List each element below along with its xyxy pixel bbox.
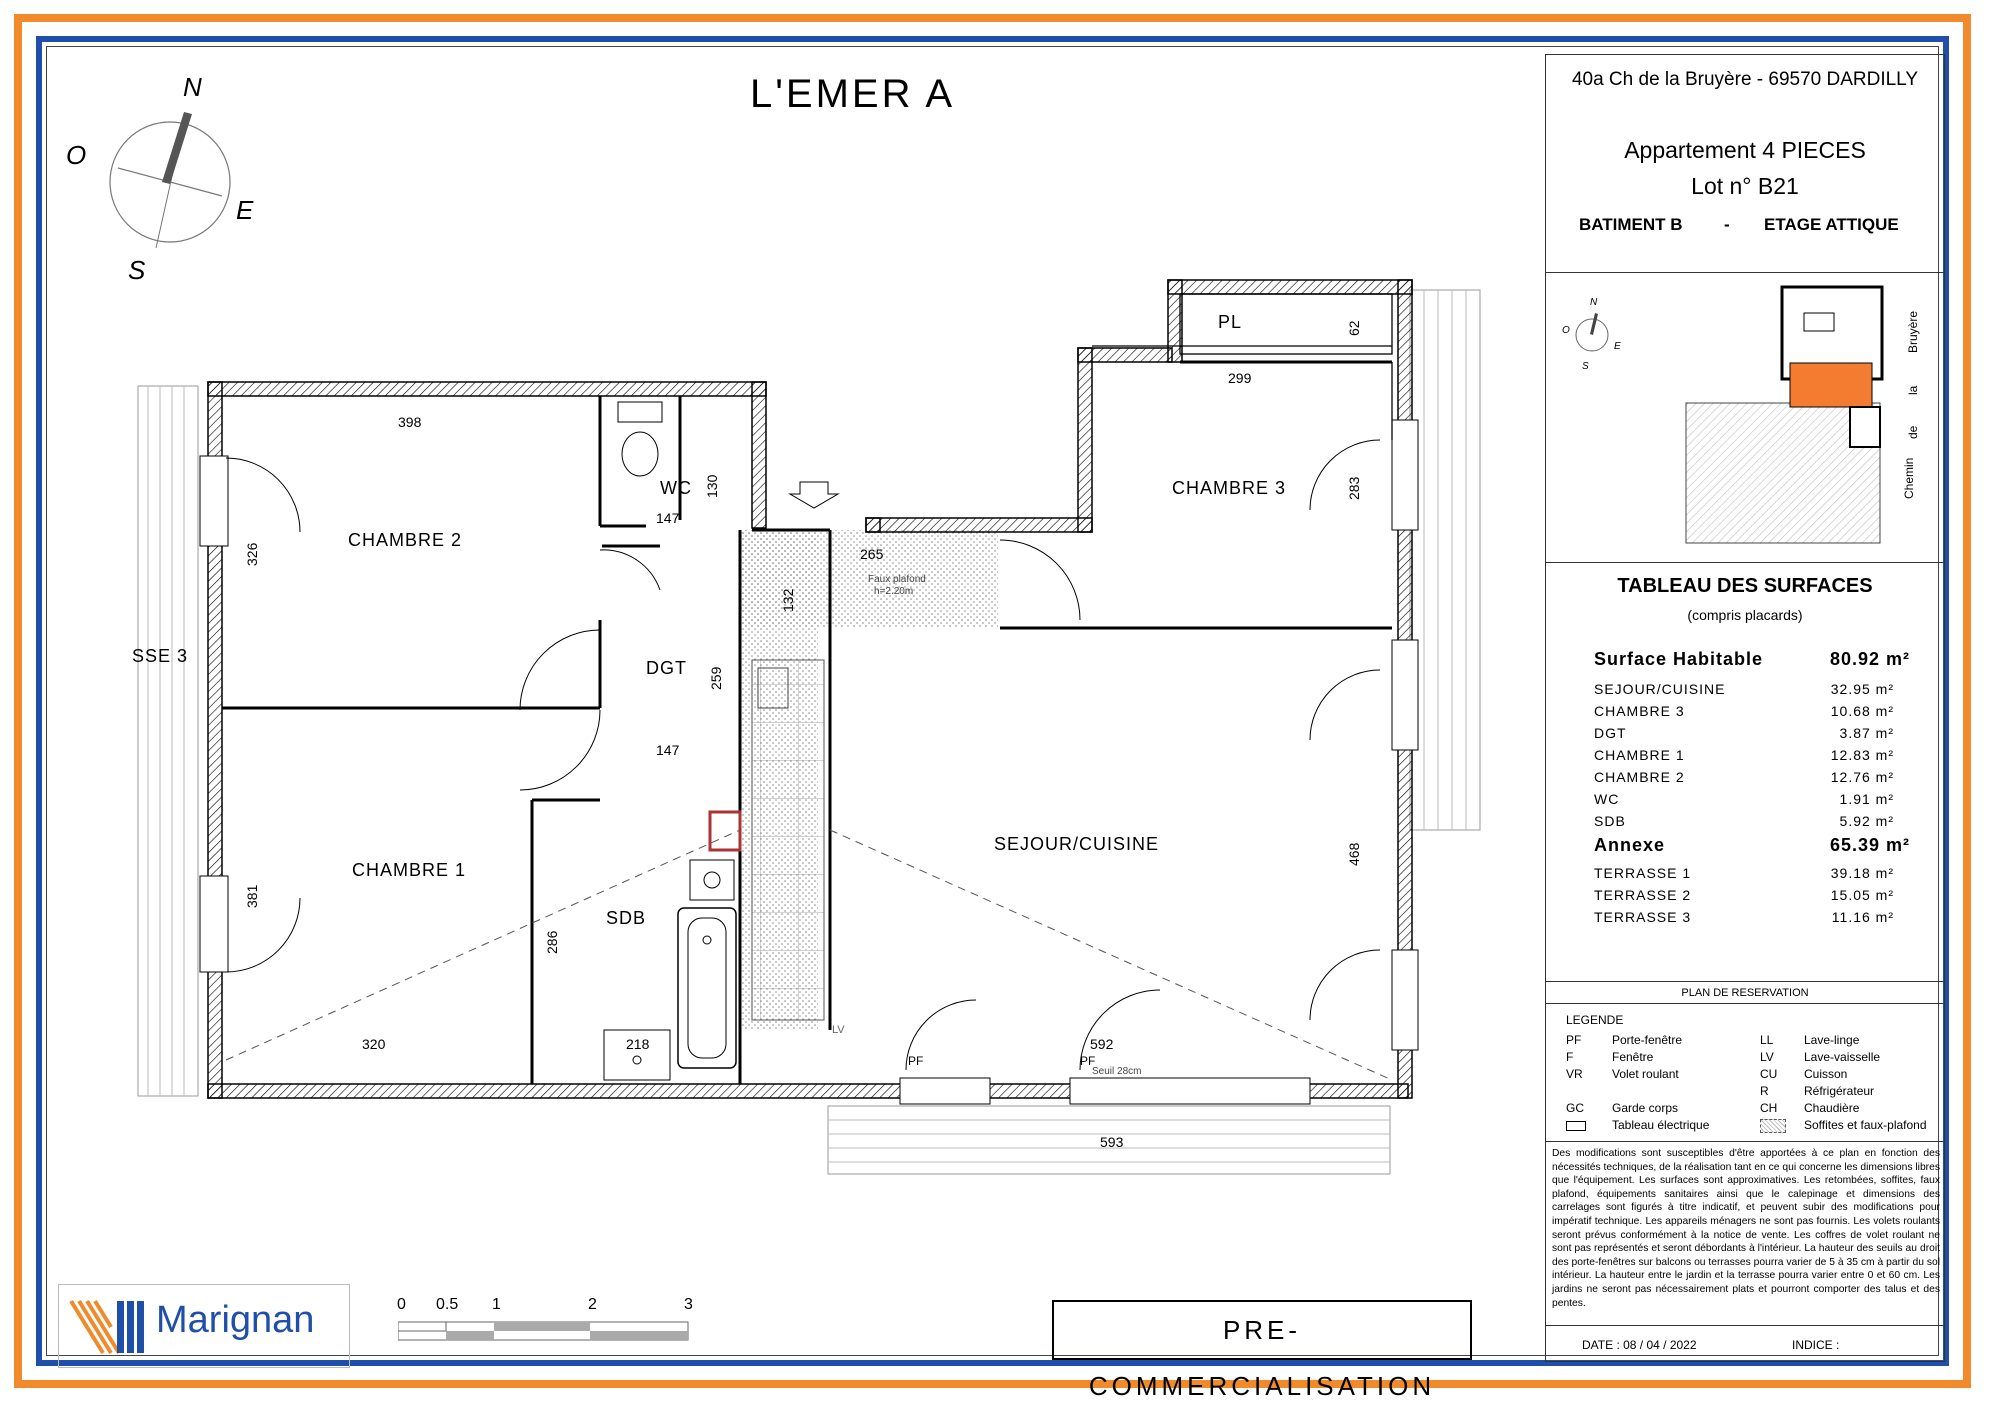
electric-panel-icon [1566, 1121, 1586, 1131]
surfaces-subtitle: (compris placards) [1687, 607, 1803, 623]
surface-row [1594, 725, 1924, 741]
brand-logo [58, 1284, 350, 1368]
legend-divider [1546, 981, 1944, 982]
dim-283: 283 [1346, 476, 1362, 500]
header-block [1546, 55, 1944, 273]
legend-label: Garde corps [1612, 1101, 1679, 1115]
tag-seuil: Seuil 28cm [1092, 1066, 1142, 1077]
dim-326: 326 [244, 542, 260, 566]
surfaces-title: TABLEAU DES SURFACES [1617, 575, 1873, 597]
street-word: de [1906, 425, 1920, 439]
legend-label: Chaudière [1804, 1101, 1860, 1115]
legend-code: PF [1566, 1033, 1582, 1047]
room-wc: WC [660, 478, 692, 498]
room-chambre-3: CHAMBRE 3 [1172, 478, 1287, 498]
dim-147b: 147 [656, 742, 680, 758]
dim-592: 592 [1090, 1036, 1114, 1052]
brand-name: Marignan [156, 1299, 315, 1341]
legend-code: LV [1760, 1050, 1774, 1064]
mini-compass-e: E [1614, 341, 1621, 352]
legend-code: F [1566, 1050, 1574, 1064]
legend-title: LEGENDE [1566, 1013, 1624, 1027]
mini-compass-s: S [1582, 361, 1589, 372]
surface-value: 32.95 m² [1830, 681, 1894, 697]
plan-title: PLAN DE RESERVATION [1681, 987, 1809, 999]
tag-pf: PF [908, 1054, 924, 1068]
surface-name: CHAMBRE 1 [1594, 747, 1685, 763]
dim-468: 468 [1346, 842, 1362, 866]
disclaimer-notes: Des modifications sont susceptibles d'être apportées à ce plan en fonction des nécessités techniques, de la réalisation tant en ce qui concerne les dimensions libres que l'équipement. Les surfaces sont approximatives. Les retombées, soffites, faux plafond, équipements sanitaires ainsi que le calepinage et dimensions des carrelages sont figurés à titre indicatif, et peuvent subir des modifications pour impératif technique. Les appareils ménagers ne sont pas fournis. Les volets roulants seront prévus conformément à la notice de vente. Les coffres de volet roulant ne sont pas représentés et seront débordants à l'intérieur. La hauteur des seuils au droit des porte-fenêtres sur balcons ou terrasses pourra varier de 5 à 35 cm à partir du sol intérieur. La hauteur entre le jardin et la terrasse pourra varier entre 0 et 60 cm. Les jardins ne seront pas nécessairement plats et pourront comporter des talus et des pentes. [1552, 1148, 1940, 1309]
legend-code: CU [1760, 1067, 1778, 1081]
annexe-item [1594, 887, 1924, 903]
annexe-item-value: 15.05 m² [1830, 887, 1894, 903]
annexe-name: TERRASSE 3 [1594, 909, 1692, 925]
surface-name: CHAMBRE 3 [1594, 703, 1685, 719]
lot-number: Lot n° B21 [1691, 173, 1799, 199]
annexe-item [1594, 909, 1924, 925]
legend-label: Lave-vaisselle [1804, 1050, 1881, 1064]
dim-299: 299 [1228, 370, 1252, 386]
legend-label: Lave-linge [1804, 1033, 1860, 1047]
compass-e: E [236, 195, 254, 225]
dim-62: 62 [1346, 320, 1362, 336]
surface-row [1594, 681, 1924, 697]
surface-row [1594, 769, 1924, 785]
annexe-name: TERRASSE 1 [1594, 865, 1692, 881]
date-bar [1546, 1325, 1944, 1364]
compass-s: S [128, 255, 146, 285]
tag-pf: PF [1080, 1054, 1096, 1068]
surface-row [1594, 703, 1924, 719]
date-label: DATE : 08 / 04 / 2022 [1582, 1338, 1697, 1352]
legend-code: R [1760, 1084, 1769, 1098]
annexe-item-value: 39.18 m² [1830, 865, 1894, 881]
surface-habitable-label: Surface Habitable [1594, 649, 1764, 669]
building: BATIMENT B [1579, 215, 1683, 234]
building-dash: - [1724, 215, 1730, 234]
surface-habitable-row [1594, 649, 1924, 670]
status-stamp: PRE-COMMERCIALISATION [1052, 1300, 1472, 1360]
surface-value: 3.87 m² [1839, 725, 1894, 741]
scale-label: 0 [397, 1296, 406, 1313]
dim-398: 398 [398, 414, 422, 430]
surface-name: SDB [1594, 813, 1626, 829]
scale-label: 0.5 [436, 1296, 459, 1313]
legend-label: Fenêtre [1612, 1050, 1654, 1064]
annexe-item [1594, 865, 1924, 881]
annexe-value: 65.39 m² [1829, 835, 1910, 855]
scale-graphic [398, 1318, 798, 1348]
legend-label: Soffites et faux-plafond [1804, 1118, 1927, 1132]
surface-name: CHAMBRE 2 [1594, 769, 1685, 785]
location-map [1546, 273, 1944, 563]
room-sejour: SEJOUR/CUISINE [994, 834, 1160, 854]
room-sdb: SDB [606, 908, 647, 928]
legend-label: Réfrigérateur [1804, 1084, 1875, 1098]
legend-code: LL [1760, 1033, 1774, 1047]
scale-label: 2 [588, 1296, 597, 1313]
room-terrasse-3: SSE 3 [132, 646, 189, 666]
annexe-row [1594, 835, 1924, 856]
legend-label: Volet roulant [1612, 1067, 1679, 1081]
brand-mark-icon [67, 1297, 147, 1357]
surface-value: 12.83 m² [1830, 747, 1894, 763]
mini-compass-n: N [1590, 297, 1598, 308]
surface-value: 5.92 m² [1839, 813, 1894, 829]
annexe-name: TERRASSE 2 [1594, 887, 1692, 903]
street-word: Chemin [1902, 457, 1916, 499]
surface-value: 12.76 m² [1830, 769, 1894, 785]
dim-381: 381 [244, 884, 260, 908]
surface-name: SEJOUR/CUISINE [1594, 681, 1726, 697]
scale-label: 1 [492, 1296, 501, 1313]
dim-593: 593 [1100, 1134, 1124, 1150]
compass-o: O [66, 140, 87, 170]
surface-name: DGT [1594, 725, 1627, 741]
surface-habitable-value: 80.92 m² [1829, 649, 1910, 669]
dim-130: 130 [704, 474, 720, 498]
dim-286: 286 [544, 930, 560, 954]
notes-divider [1546, 1141, 1944, 1142]
room-dgt: DGT [646, 658, 687, 678]
dim-132: 132 [780, 588, 796, 612]
soffite-icon [1760, 1119, 1786, 1133]
surface-row [1594, 813, 1924, 829]
street-word: la [1906, 385, 1920, 395]
tag-lv: LV [832, 1024, 845, 1036]
apartment-type: Appartement 4 PIECES [1624, 137, 1866, 163]
dim-259: 259 [708, 666, 724, 690]
location-map-graphic [1546, 273, 1946, 563]
legend-label: Cuisson [1804, 1067, 1848, 1081]
floor-level: ETAGE ATTIQUE [1764, 215, 1899, 234]
info-panel [1545, 54, 1945, 1362]
surface-value: 1.91 m² [1839, 791, 1894, 807]
annexe-item-value: 11.16 m² [1831, 909, 1894, 925]
surface-value: 10.68 m² [1830, 703, 1894, 719]
dim-320: 320 [362, 1036, 386, 1052]
index-label: INDICE : [1792, 1338, 1840, 1352]
surface-row [1594, 791, 1924, 807]
annexe-label: Annexe [1594, 835, 1666, 855]
compass-n: N [183, 72, 202, 102]
project-title: L'EMER A [750, 72, 956, 116]
address: 40a Ch de la Bruyère - 69570 DARDILLY [1571, 69, 1919, 90]
legend-label: Tableau électrique [1612, 1118, 1710, 1132]
dim-265: 265 [860, 546, 884, 562]
legend-code: VR [1566, 1067, 1583, 1081]
surface-name: WC [1594, 791, 1620, 807]
legend-divider [1546, 1003, 1944, 1004]
room-pl: PL [1218, 312, 1243, 332]
room-chambre-1: CHAMBRE 1 [352, 860, 467, 880]
tag-faux-plafond-h: h=2.20m [874, 586, 914, 597]
street-word: Bruyère [1906, 310, 1920, 353]
legend-code: GC [1566, 1101, 1584, 1115]
dim-218: 218 [626, 1036, 650, 1052]
dim-147a: 147 [656, 510, 680, 526]
surface-row [1594, 747, 1924, 763]
legend-code: CH [1760, 1101, 1778, 1115]
mini-compass-o: O [1562, 325, 1570, 336]
scale-label: 3 [684, 1296, 693, 1313]
legend-label: Porte-fenêtre [1612, 1033, 1683, 1047]
tag-faux-plafond: Faux plafond [868, 574, 926, 585]
room-chambre-2: CHAMBRE 2 [348, 530, 463, 550]
